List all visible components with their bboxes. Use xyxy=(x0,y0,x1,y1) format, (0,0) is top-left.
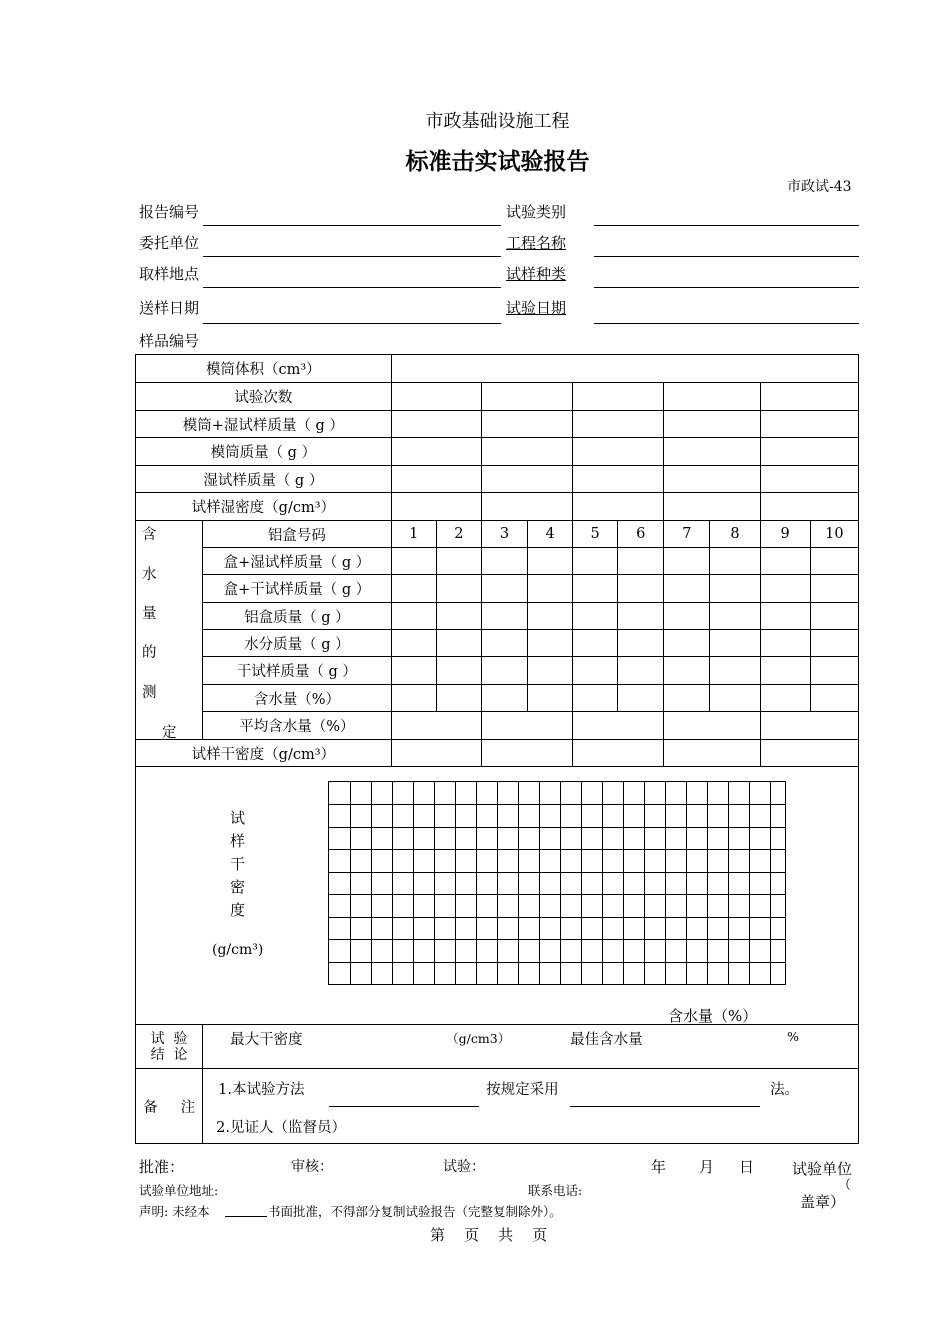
box-cell[interactable] xyxy=(810,657,858,685)
test-cell[interactable] xyxy=(391,411,481,438)
method-spec-field[interactable] xyxy=(570,1106,760,1107)
statement-part-a: 声明: 未经本 xyxy=(139,1204,210,1219)
sample-no-label: 样品编号 xyxy=(139,332,200,350)
box-cell[interactable] xyxy=(810,685,858,712)
table-row xyxy=(136,575,859,603)
box-number: 4 xyxy=(528,521,573,548)
test-cell[interactable] xyxy=(664,438,760,466)
test-cell[interactable] xyxy=(573,740,664,767)
table-row xyxy=(136,1025,859,1069)
page-title: 标准击实试验报告 xyxy=(405,149,590,175)
conclusion-label-line: 试 验 xyxy=(150,1030,188,1047)
remarks-label: 备 注 xyxy=(136,1069,203,1144)
month-label: 月 xyxy=(699,1158,715,1176)
grid-line xyxy=(497,782,498,984)
report-no-field[interactable] xyxy=(203,225,501,226)
table-row xyxy=(136,355,859,383)
box-number: 6 xyxy=(618,521,664,548)
tester-label: 试验： xyxy=(443,1159,485,1175)
box-cell[interactable] xyxy=(481,548,527,575)
moisture-char: 的 xyxy=(142,645,157,661)
grid-line xyxy=(581,782,582,984)
box-cell[interactable] xyxy=(481,575,527,603)
test-cell[interactable] xyxy=(664,466,760,493)
report-no-label: 报告编号 xyxy=(139,203,200,221)
box-cell[interactable] xyxy=(810,548,858,575)
test-cell[interactable] xyxy=(573,383,664,411)
table-row xyxy=(136,493,859,521)
box-cell[interactable] xyxy=(710,657,760,685)
box-cell[interactable] xyxy=(618,685,664,712)
box-number: 9 xyxy=(760,521,810,548)
moisture-char: 定 xyxy=(162,725,177,740)
water-mass-label: 水分质量（ g ） xyxy=(203,630,392,657)
box-cell[interactable] xyxy=(391,575,436,603)
grid-line xyxy=(770,782,771,984)
box-cell[interactable] xyxy=(391,657,436,685)
moisture-char: 量 xyxy=(142,606,157,622)
box-cell[interactable] xyxy=(760,575,810,603)
remark-line1-suffix: 法。 xyxy=(770,1082,800,1098)
test-category-field[interactable] xyxy=(594,225,859,226)
test-cell[interactable] xyxy=(481,493,572,521)
grid-line xyxy=(329,917,785,918)
table-row xyxy=(136,1069,859,1144)
test-date-field[interactable] xyxy=(594,323,859,324)
box-cell[interactable] xyxy=(436,685,481,712)
box-number: 5 xyxy=(573,521,618,548)
grid-line xyxy=(539,782,540,984)
box-cell[interactable] xyxy=(528,657,573,685)
grid-line xyxy=(602,782,603,984)
test-cell[interactable] xyxy=(760,493,858,521)
box-cell[interactable] xyxy=(664,630,710,657)
box-cell[interactable] xyxy=(528,630,573,657)
box-cell[interactable] xyxy=(391,548,436,575)
box-dry-mass-label: 盒+干试样质量（ g ） xyxy=(203,575,392,603)
box-wet-mass-label: 盒+湿试样质量（ g ） xyxy=(203,548,392,575)
box-cell[interactable] xyxy=(664,685,710,712)
address-label: 试验单位地址: xyxy=(139,1183,219,1198)
moisture-char: 含 xyxy=(142,527,157,543)
test-cell[interactable] xyxy=(664,740,760,767)
box-cell[interactable] xyxy=(573,685,618,712)
box-cell[interactable] xyxy=(710,630,760,657)
chart-ylabel-char: 样 xyxy=(230,832,246,850)
box-cell[interactable] xyxy=(573,575,618,603)
table-row xyxy=(136,685,859,712)
box-number: 7 xyxy=(664,521,710,548)
box-cell[interactable] xyxy=(664,548,710,575)
sampling-site-field[interactable] xyxy=(203,287,501,288)
box-cell[interactable] xyxy=(528,685,573,712)
test-cell[interactable] xyxy=(760,740,858,767)
box-cell[interactable] xyxy=(618,603,664,630)
test-cell[interactable] xyxy=(573,712,664,740)
moisture-label: 含水量（%） xyxy=(203,685,392,712)
table-row xyxy=(136,603,859,630)
statement-blank[interactable] xyxy=(225,1216,267,1217)
grid-line xyxy=(329,804,785,805)
test-cell[interactable] xyxy=(760,712,858,740)
box-number: 10 xyxy=(810,521,858,548)
chart-ylabel-char: 密 xyxy=(230,878,246,896)
chart-ylabel-char: 干 xyxy=(230,855,246,873)
box-cell[interactable] xyxy=(760,685,810,712)
approve-label: 批准： xyxy=(139,1158,185,1176)
test-cell[interactable] xyxy=(391,712,481,740)
mold-volume-value[interactable] xyxy=(391,355,858,383)
test-category-label: 试验类别 xyxy=(506,203,567,221)
mold-volume-label: 模筒体积（cm³） xyxy=(136,355,392,383)
seal-open: （ xyxy=(838,1178,852,1193)
grid-line xyxy=(329,894,785,895)
test-cell[interactable] xyxy=(391,383,481,411)
grid-line xyxy=(371,782,372,984)
box-cell[interactable] xyxy=(436,603,481,630)
box-cell[interactable] xyxy=(710,575,760,603)
grid-line xyxy=(665,782,666,984)
project-name-field[interactable] xyxy=(594,256,859,257)
test-cell[interactable] xyxy=(573,438,664,466)
box-cell[interactable] xyxy=(810,603,858,630)
grid-line xyxy=(350,782,351,984)
grid-line xyxy=(518,782,519,984)
test-cell[interactable] xyxy=(481,466,572,493)
table-row xyxy=(136,466,859,493)
grid-line xyxy=(686,782,687,984)
test-cell[interactable] xyxy=(481,438,572,466)
box-cell[interactable] xyxy=(481,630,527,657)
test-cell[interactable] xyxy=(391,438,481,466)
test-cell[interactable] xyxy=(573,411,664,438)
test-cell[interactable] xyxy=(760,411,858,438)
box-cell[interactable] xyxy=(618,657,664,685)
box-cell[interactable] xyxy=(528,548,573,575)
avg-moisture-label: 平均含水量（%） xyxy=(203,712,392,740)
dry-mass-label: 干试样质量（ g ） xyxy=(203,657,392,685)
test-cell[interactable] xyxy=(391,466,481,493)
grid-line xyxy=(560,782,561,984)
box-cell[interactable] xyxy=(760,630,810,657)
sampling-site-label: 取样地点 xyxy=(139,265,200,283)
form-code: 市政试-43 xyxy=(787,179,852,195)
table-row xyxy=(136,548,859,575)
box-cell[interactable] xyxy=(760,548,810,575)
box-cell[interactable] xyxy=(710,548,760,575)
box-cell[interactable] xyxy=(391,603,436,630)
delivery-date-label: 送样日期 xyxy=(139,299,200,317)
grid-line xyxy=(329,827,785,828)
box-cell[interactable] xyxy=(618,575,664,603)
conclusion-content xyxy=(203,1025,859,1069)
test-cell[interactable] xyxy=(664,712,760,740)
test-cell[interactable] xyxy=(664,411,760,438)
test-cell[interactable] xyxy=(573,493,664,521)
box-cell[interactable] xyxy=(481,685,527,712)
density-unit: （g/cm3） xyxy=(446,1031,511,1046)
moisture-char: 测 xyxy=(142,685,157,701)
box-cell[interactable] xyxy=(710,685,760,712)
grid-line xyxy=(455,782,456,984)
page-number: 第 页 共 页 xyxy=(430,1226,548,1244)
box-cell[interactable] xyxy=(573,657,618,685)
box-cell[interactable] xyxy=(391,630,436,657)
box-cell[interactable] xyxy=(573,548,618,575)
box-cell[interactable] xyxy=(436,630,481,657)
box-number: 3 xyxy=(481,521,527,548)
method-field[interactable] xyxy=(329,1106,479,1107)
box-no-label: 铝盒号码 xyxy=(203,521,392,548)
review-label: 审核： xyxy=(291,1159,333,1175)
table-row xyxy=(136,740,859,767)
box-cell[interactable] xyxy=(760,603,810,630)
sample-type-label: 试样种类 xyxy=(506,265,567,283)
box-cell[interactable] xyxy=(664,575,710,603)
grid-line xyxy=(434,782,435,984)
box-cell[interactable] xyxy=(528,575,573,603)
supertitle: 市政基础设施工程 xyxy=(425,111,570,132)
optimum-moisture-label: 最佳含水量 xyxy=(570,1032,643,1048)
test-count-label: 试验次数 xyxy=(136,383,392,411)
conclusion-label xyxy=(136,1025,203,1069)
grid-line xyxy=(329,962,785,963)
grid-line xyxy=(329,872,785,873)
box-cell[interactable] xyxy=(573,603,618,630)
box-cell[interactable] xyxy=(528,603,573,630)
grid-line xyxy=(728,782,729,984)
test-cell[interactable] xyxy=(481,712,572,740)
box-cell[interactable] xyxy=(618,548,664,575)
box-cell[interactable] xyxy=(391,685,436,712)
sample-type-field[interactable] xyxy=(594,287,859,288)
chart-yunit: (g/cm³) xyxy=(212,942,264,958)
moisture-char: 水 xyxy=(142,567,157,583)
dry-density-label: 试样干密度（g/cm³） xyxy=(136,740,392,767)
wet-mass-label: 湿试样质量（ g ） xyxy=(136,466,392,493)
grid-line xyxy=(476,782,477,984)
wet-density-label: 试样湿密度（g/cm³） xyxy=(136,493,392,521)
remark-line1-prefix: 1.本试验方法 xyxy=(218,1082,305,1098)
grid-line xyxy=(644,782,645,984)
test-cell[interactable] xyxy=(760,466,858,493)
box-number: 2 xyxy=(436,521,481,548)
seal-label: 盖章） xyxy=(800,1193,846,1211)
grid-line xyxy=(749,782,750,984)
grid-line xyxy=(329,849,785,850)
table-row xyxy=(136,383,859,411)
table-row xyxy=(136,411,859,438)
plot-grid xyxy=(328,781,786,985)
table-row xyxy=(136,712,859,740)
grid-line xyxy=(329,939,785,940)
grid-line xyxy=(623,782,624,984)
box-cell[interactable] xyxy=(664,657,710,685)
year-label: 年 xyxy=(651,1158,667,1176)
test-cell[interactable] xyxy=(760,438,858,466)
box-cell[interactable] xyxy=(436,548,481,575)
percent-unit: % xyxy=(787,1029,800,1044)
test-cell[interactable] xyxy=(664,383,760,411)
box-cell[interactable] xyxy=(481,603,527,630)
box-cell[interactable] xyxy=(573,630,618,657)
table-row xyxy=(136,630,859,657)
phone-label: 联系电话: xyxy=(528,1183,583,1198)
box-cell[interactable] xyxy=(664,603,710,630)
box-cell[interactable] xyxy=(436,575,481,603)
test-cell[interactable] xyxy=(573,466,664,493)
max-dry-density-label: 最大干密度 xyxy=(230,1032,303,1048)
grid-line xyxy=(413,782,414,984)
test-cell[interactable] xyxy=(391,493,481,521)
table-row xyxy=(136,657,859,685)
box-number: 8 xyxy=(710,521,760,548)
conclusion-label-line: 结 论 xyxy=(150,1046,188,1063)
test-cell[interactable] xyxy=(481,411,572,438)
moisture-section-label xyxy=(136,521,203,740)
statement-part-b: 书面批准，不得部分复制试验报告（完整复制除外）。 xyxy=(268,1204,562,1219)
box-cell[interactable] xyxy=(481,657,527,685)
test-cell[interactable] xyxy=(481,740,572,767)
box-cell[interactable] xyxy=(810,630,858,657)
box-mass-label: 铝盒质量（ g ） xyxy=(203,603,392,630)
client-label: 委托单位 xyxy=(139,234,200,252)
mold-mass-label: 模筒质量（ g ） xyxy=(136,438,392,466)
test-date-label: 试验日期 xyxy=(506,299,567,317)
remark-line1-mid: 按规定采用 xyxy=(486,1082,559,1098)
chart-ylabel-char: 试 xyxy=(230,809,246,827)
box-cell[interactable] xyxy=(618,630,664,657)
unit-label: 试验单位 xyxy=(792,1160,853,1178)
remarks-content xyxy=(203,1069,859,1144)
client-field[interactable] xyxy=(203,256,501,257)
test-cell[interactable] xyxy=(481,383,572,411)
test-cell[interactable] xyxy=(664,493,760,521)
box-cell[interactable] xyxy=(436,657,481,685)
chart-xlabel: 含水量（%） xyxy=(668,1007,758,1025)
delivery-date-field[interactable] xyxy=(203,323,501,324)
project-name-label: 工程名称 xyxy=(506,234,567,252)
box-cell[interactable] xyxy=(760,657,810,685)
test-cell[interactable] xyxy=(391,740,481,767)
test-cell[interactable] xyxy=(760,383,858,411)
box-cell[interactable] xyxy=(710,603,760,630)
table-row xyxy=(136,521,859,548)
day-label: 日 xyxy=(739,1158,755,1176)
remark-line2: 2.见证人（监督员） xyxy=(216,1120,347,1136)
mold-wet-mass-label: 模筒+湿试样质量（ g ） xyxy=(136,411,392,438)
grid-line xyxy=(707,782,708,984)
table-row xyxy=(136,438,859,466)
box-number: 1 xyxy=(391,521,436,548)
grid-line xyxy=(392,782,393,984)
chart-ylabel-char: 度 xyxy=(230,901,246,919)
box-cell[interactable] xyxy=(810,575,858,603)
